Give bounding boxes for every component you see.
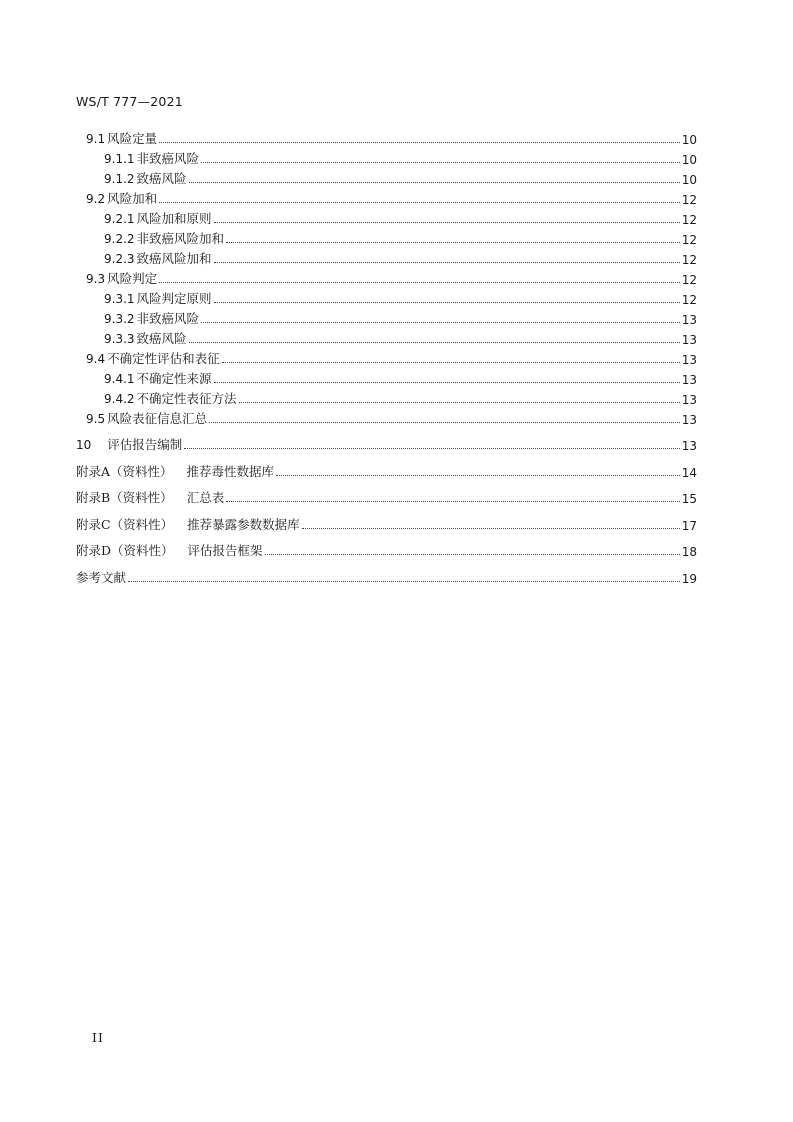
dot-leader xyxy=(189,182,680,183)
toc-entry-page: 10 xyxy=(681,153,697,167)
toc-entry-title: 风险判定 xyxy=(107,271,158,286)
dot-leader xyxy=(159,142,680,143)
appendix-label: 附录B（资料性） xyxy=(76,490,173,505)
toc-entry-title: 致癌风险 xyxy=(136,171,187,186)
toc-entry-references[interactable] xyxy=(76,559,697,586)
page-number: II xyxy=(92,1030,104,1045)
toc-entry-number: 9.2.3 xyxy=(104,252,135,266)
toc-entry-number: 9.2 xyxy=(86,192,106,206)
toc-entry-9-5[interactable] xyxy=(76,407,697,427)
toc-entry-9-3[interactable] xyxy=(76,267,697,287)
toc-entry-number: 9.1.2 xyxy=(104,172,135,186)
toc-entry-title: 评估报告框架 xyxy=(187,543,263,558)
toc-entry-page: 18 xyxy=(681,545,697,559)
toc-entry-9-4-2[interactable] xyxy=(76,387,697,407)
toc-entry-appendix-d[interactable] xyxy=(76,533,697,560)
dot-leader xyxy=(276,475,680,476)
dot-leader xyxy=(209,422,680,423)
toc-entry-page: 12 xyxy=(681,253,697,267)
toc-entry-number: 9.3.3 xyxy=(104,332,135,346)
toc-entry-title: 风险加和原则 xyxy=(136,211,212,226)
toc-entry-page: 13 xyxy=(681,333,697,347)
appendix-label: 附录C（资料性） xyxy=(76,516,174,532)
toc-entry-9-4-1[interactable] xyxy=(76,367,697,387)
toc-entry-title: 不确定性评估和表征 xyxy=(107,351,220,366)
toc-entry-page: 10 xyxy=(681,173,697,187)
toc-entry-number: 9.4.1 xyxy=(104,372,135,386)
toc-entry-page: 10 xyxy=(681,133,697,147)
toc-entry-page: 13 xyxy=(681,393,697,407)
toc-entry-title: 参考文献 xyxy=(76,569,127,585)
dot-leader xyxy=(226,242,680,243)
dot-leader xyxy=(214,382,680,383)
toc-entry-9-2-1[interactable] xyxy=(76,207,697,227)
toc-entry-number: 9.5 xyxy=(86,412,106,426)
toc-entry-number: 9.2.2 xyxy=(104,232,135,246)
toc-entry-10[interactable] xyxy=(76,429,697,453)
table-of-contents xyxy=(76,127,697,586)
toc-entry-number: 9.3.1 xyxy=(104,292,135,306)
toc-entry-9-3-2[interactable] xyxy=(76,307,697,327)
toc-entry-title: 非致癌风险 xyxy=(136,311,200,326)
appendix-label: 附录D（资料性） xyxy=(76,543,174,558)
toc-entry-title: 风险定量 xyxy=(107,131,158,146)
toc-entry-appendix-a[interactable] xyxy=(76,453,697,480)
dot-leader xyxy=(159,202,680,203)
toc-entry-appendix-b[interactable] xyxy=(76,480,697,507)
toc-entry-page: 12 xyxy=(681,293,697,307)
toc-entry-number: 10 xyxy=(76,438,92,452)
toc-entry-title: 致癌风险加和 xyxy=(136,251,212,266)
dot-leader xyxy=(265,554,680,555)
toc-entry-title: 风险判定原则 xyxy=(136,291,212,306)
toc-entry-page: 17 xyxy=(681,518,697,533)
dot-leader xyxy=(226,501,680,502)
dot-leader xyxy=(214,222,680,223)
toc-entry-number: 9.3.2 xyxy=(104,312,135,326)
toc-entry-number: 9.4.2 xyxy=(104,392,135,406)
toc-entry-9-2-2[interactable] xyxy=(76,227,697,247)
toc-entry-title: 非致癌风险加和 xyxy=(136,231,225,246)
toc-entry-title: 致癌风险 xyxy=(136,331,187,346)
toc-entry-number: 9.3 xyxy=(86,272,106,286)
toc-entry-page: 12 xyxy=(681,193,697,207)
toc-entry-9-1[interactable] xyxy=(76,127,697,147)
dot-leader xyxy=(222,362,680,363)
dot-leader xyxy=(201,322,680,323)
toc-entry-title: 推荐毒性数据库 xyxy=(186,463,275,479)
toc-entry-page: 12 xyxy=(681,213,697,227)
toc-entry-9-1-2[interactable] xyxy=(76,167,697,187)
toc-entry-page: 13 xyxy=(681,313,697,327)
toc-entry-number: 9.4 xyxy=(86,352,106,366)
toc-entry-page: 15 xyxy=(681,492,697,506)
toc-entry-page: 13 xyxy=(681,413,697,427)
toc-entry-title: 推荐暴露参数数据库 xyxy=(187,516,300,532)
toc-entry-number: 9.1.1 xyxy=(104,152,135,166)
toc-entry-title: 不确定性表征方法 xyxy=(136,391,237,406)
toc-entry-number: 9.1 xyxy=(86,132,106,146)
dot-leader xyxy=(302,528,680,529)
toc-entry-page: 13 xyxy=(681,439,697,453)
dot-leader xyxy=(214,262,680,263)
toc-entry-title: 不确定性来源 xyxy=(136,371,212,386)
toc-entry-9-4[interactable] xyxy=(76,347,697,367)
toc-entry-page: 13 xyxy=(681,353,697,367)
document-code: WS/T 777—2021 xyxy=(76,94,183,109)
toc-entry-title: 评估报告编制 xyxy=(107,437,183,452)
dot-leader xyxy=(239,402,680,403)
toc-entry-9-2[interactable] xyxy=(76,187,697,207)
toc-entry-page: 12 xyxy=(681,233,697,247)
toc-entry-title: 风险表征信息汇总 xyxy=(107,411,208,426)
toc-entry-page: 13 xyxy=(681,373,697,387)
toc-entry-9-3-3[interactable] xyxy=(76,327,697,347)
toc-entry-appendix-c[interactable] xyxy=(76,506,697,533)
appendix-label: 附录A（资料性） xyxy=(76,463,173,479)
dot-leader xyxy=(159,282,680,283)
toc-entry-page: 12 xyxy=(681,273,697,287)
toc-entry-title: 汇总表 xyxy=(186,490,225,505)
dot-leader xyxy=(189,342,680,343)
toc-entry-page: 19 xyxy=(681,571,697,586)
dot-leader xyxy=(214,302,680,303)
dot-leader xyxy=(201,162,680,163)
toc-entry-number: 9.2.1 xyxy=(104,212,135,226)
toc-entry-9-1-1[interactable] xyxy=(76,147,697,167)
toc-entry-title: 非致癌风险 xyxy=(136,151,200,166)
toc-entry-9-3-1[interactable] xyxy=(76,287,697,307)
toc-entry-title: 风险加和 xyxy=(107,191,158,206)
toc-entry-page: 14 xyxy=(681,465,697,480)
toc-entry-9-2-3[interactable] xyxy=(76,247,697,267)
dot-leader xyxy=(128,581,680,582)
dot-leader xyxy=(184,448,679,449)
